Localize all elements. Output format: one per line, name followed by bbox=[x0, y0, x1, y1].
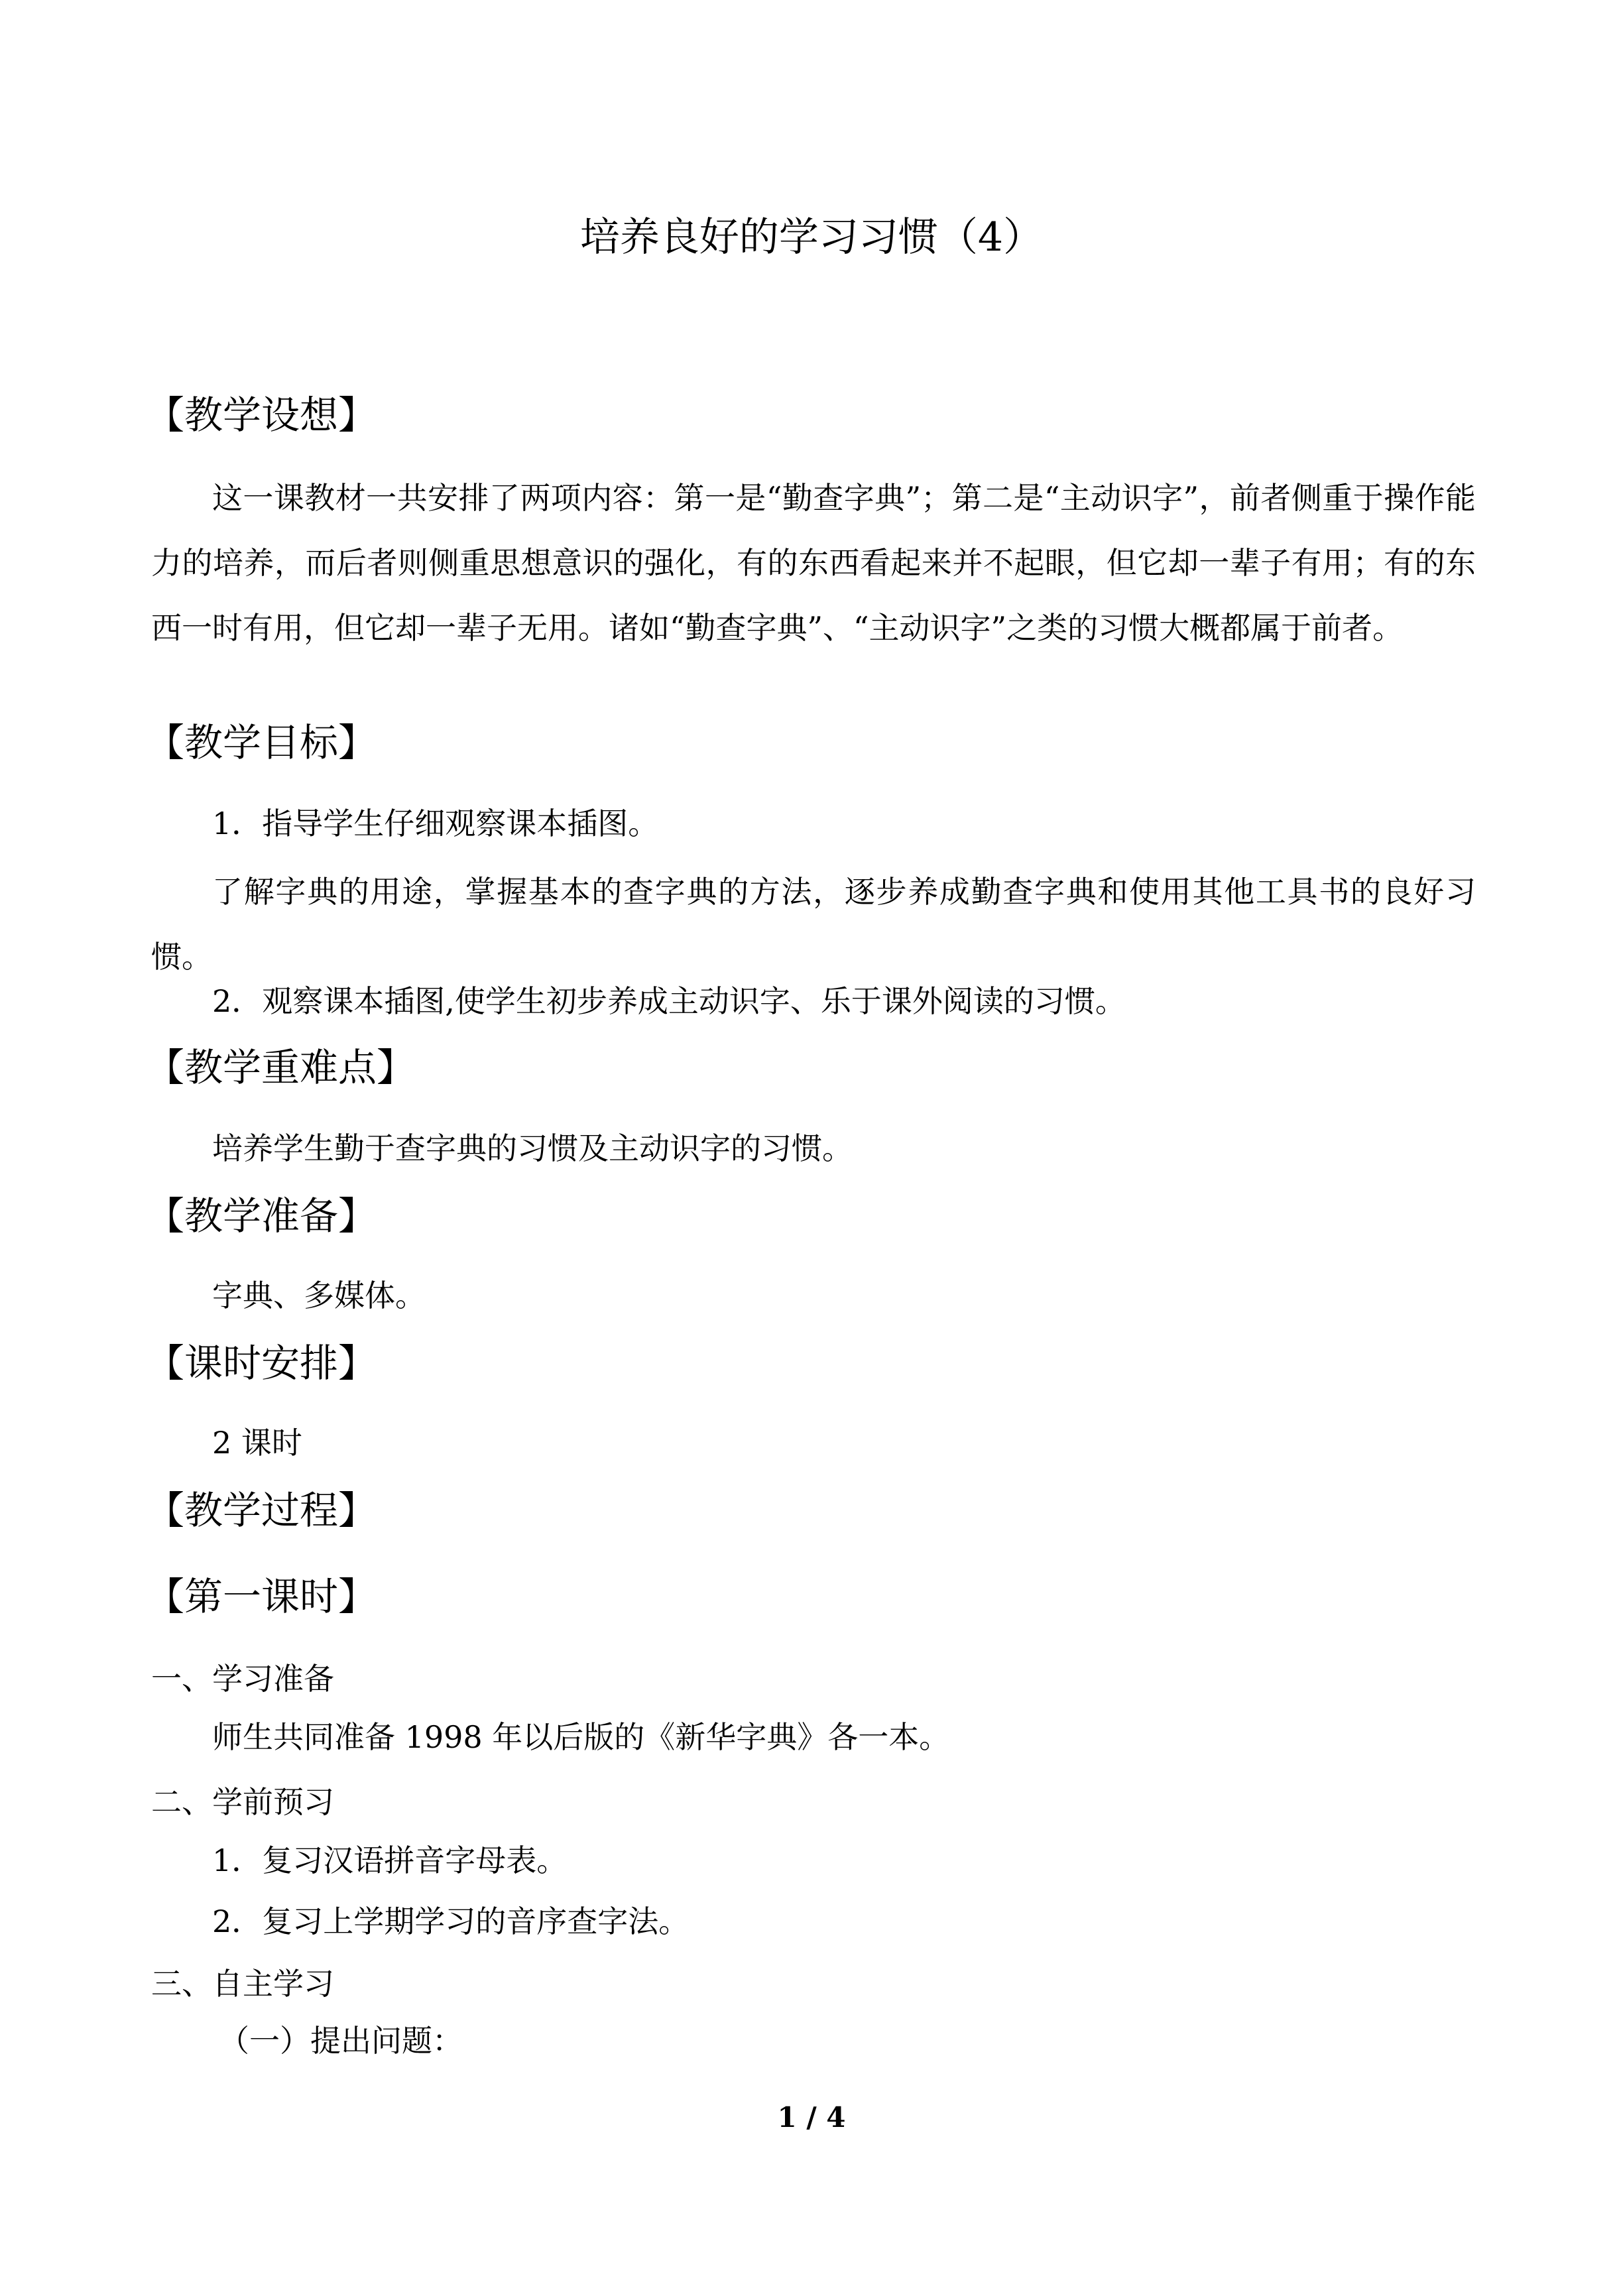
step-2-title: 二、学前预习 bbox=[151, 1784, 334, 1820]
heading-teaching-goals: 【教学目标】 bbox=[146, 720, 377, 765]
step-1-text: 师生共同准备 1998 年以后版的《新华字典》各一本。 bbox=[212, 1719, 950, 1755]
heading-preparation: 【教学准备】 bbox=[146, 1193, 377, 1239]
heading-lesson-1: 【第一课时】 bbox=[146, 1574, 377, 1619]
heading-teaching-process: 【教学过程】 bbox=[146, 1488, 377, 1533]
preparation-text: 字典、多媒体。 bbox=[212, 1278, 426, 1313]
step-3-title: 三、自主学习 bbox=[151, 1966, 334, 2002]
heading-key-points: 【教学重难点】 bbox=[146, 1045, 416, 1090]
step-2-item-2: 2．复习上学期学习的音序查字法。 bbox=[212, 1903, 690, 1939]
step-1-title: 一、学习准备 bbox=[151, 1661, 334, 1697]
step-2-item-1: 1．复习汉语拼音字母表。 bbox=[212, 1843, 568, 1878]
heading-schedule: 【课时安排】 bbox=[146, 1341, 377, 1386]
step-3-sub-1: （一）提出问题： bbox=[219, 2023, 463, 2059]
page-number: 1 / 4 bbox=[777, 2101, 846, 2134]
heading-teaching-design: 【教学设想】 bbox=[146, 393, 377, 438]
goal-item-1: 1．指导学生仔细观察课本插图。 bbox=[212, 806, 659, 841]
paragraph-teaching-design: 这一课教材一共安排了两项内容：第一是“勤查字典”；第二是“主动识字”，前者侧重于操作能力的培养，而后者则侧重思想意识的强化，有的东西看起来并不起眼，但它却一辈子有用；有的东西一时有用，但它却一辈子无用。诸如“勤查字典”、“主动识字”之类的习惯大概都属于前者。 bbox=[151, 480, 1476, 646]
goal-item-2: 2．观察课本插图,使学生初步养成主动识字、乐于课外阅读的习惯。 bbox=[212, 983, 1126, 1019]
schedule-text: 2 课时 bbox=[212, 1425, 302, 1461]
goal-item-1-detail: 了解字典的用途，掌握基本的查字典的方法，逐步养成勤查字典和使用其他工具书的良好习惯。 bbox=[151, 874, 1476, 975]
document-title: 培养良好的学习习惯（4） bbox=[579, 214, 1044, 261]
key-points-text: 培养学生勤于查字典的习惯及主动识字的习惯。 bbox=[212, 1130, 853, 1166]
